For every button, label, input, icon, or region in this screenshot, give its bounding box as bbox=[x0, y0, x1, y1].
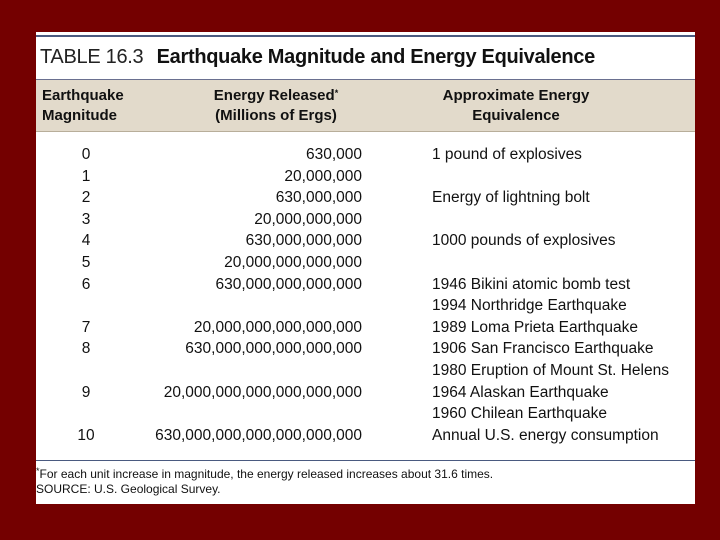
row-line bbox=[36, 317, 695, 339]
equivalence-cell: Energy of lightning bolt bbox=[432, 189, 590, 207]
energy-cell: 20,000,000,000,000,000,000 bbox=[163, 383, 362, 401]
row-line bbox=[36, 382, 695, 404]
row-line bbox=[36, 166, 695, 188]
header-line: Equivalence bbox=[472, 107, 560, 124]
magnitude-cell: 8 bbox=[81, 340, 91, 358]
equivalence-cell: 1906 San Francisco Earthquake bbox=[432, 340, 654, 358]
table-row bbox=[36, 274, 695, 317]
energy-cell: 630,000,000 bbox=[275, 189, 362, 207]
header-line: Magnitude bbox=[42, 107, 117, 124]
table-body bbox=[36, 144, 695, 446]
footnote bbox=[36, 467, 493, 482]
table-name: Earthquake Magnitude and Energy Equivalence bbox=[156, 46, 595, 68]
header-energy bbox=[206, 86, 346, 126]
source-note: SOURCE: U.S. Geological Survey. bbox=[36, 482, 221, 496]
equivalence-cell: 1960 Chilean Earthquake bbox=[432, 405, 607, 423]
energy-cell: 20,000,000,000,000,000 bbox=[193, 318, 362, 336]
magnitude-cell: 9 bbox=[81, 383, 91, 401]
equivalence-cell: 1964 Alaskan Earthquake bbox=[432, 383, 609, 401]
energy-cell: 20,000,000 bbox=[284, 167, 362, 185]
header-text: Energy Released bbox=[213, 87, 335, 104]
magnitude-cell: 2 bbox=[81, 189, 91, 207]
table-row bbox=[36, 382, 695, 425]
header-magnitude bbox=[42, 86, 124, 126]
magnitude-cell: 4 bbox=[81, 232, 91, 250]
equivalence-cell: 1994 Northridge Earthquake bbox=[432, 297, 627, 315]
row-line bbox=[36, 425, 695, 447]
table-row bbox=[36, 317, 695, 339]
table-title bbox=[40, 46, 595, 69]
row-line bbox=[36, 295, 695, 317]
magnitude-cell: 6 bbox=[81, 275, 91, 293]
table-number: TABLE 16.3 bbox=[40, 46, 144, 68]
equivalence-cell: 1989 Loma Prieta Earthquake bbox=[432, 318, 638, 336]
table-header bbox=[36, 79, 695, 132]
header-line: Approximate Energy bbox=[442, 87, 590, 104]
energy-cell: 630,000,000,000,000 bbox=[215, 275, 362, 293]
magnitude-cell: 1 bbox=[81, 167, 91, 185]
table-figure bbox=[36, 32, 695, 504]
row-line bbox=[36, 144, 695, 166]
equivalence-cell: 1000 pounds of explosives bbox=[432, 232, 616, 250]
row-line bbox=[36, 360, 695, 382]
magnitude-cell: 3 bbox=[81, 210, 91, 228]
energy-cell: 20,000,000,000,000 bbox=[224, 253, 362, 271]
row-line bbox=[36, 230, 695, 252]
row-line bbox=[36, 338, 695, 360]
energy-cell: 630,000 bbox=[305, 146, 362, 163]
energy-cell: 630,000,000,000,000,000 bbox=[185, 340, 362, 358]
table-row bbox=[36, 252, 695, 274]
bottom-rule bbox=[36, 460, 695, 461]
row-line bbox=[36, 209, 695, 231]
energy-cell: 630,000,000,000,000,000,000 bbox=[155, 426, 362, 444]
table-row bbox=[36, 166, 695, 188]
magnitude-cell: 7 bbox=[81, 318, 91, 336]
equivalence-cell: 1946 Bikini atomic bomb test bbox=[432, 275, 631, 293]
energy-cell: 630,000,000,000 bbox=[245, 232, 362, 250]
row-line bbox=[36, 252, 695, 274]
equivalence-cell: 1980 Eruption of Mount St. Helens bbox=[432, 361, 669, 379]
energy-cell: 20,000,000,000 bbox=[254, 210, 362, 228]
table-row bbox=[36, 209, 695, 231]
top-rule bbox=[36, 35, 695, 37]
table-footer bbox=[36, 467, 493, 497]
header-line: Earthquake bbox=[42, 87, 124, 104]
row-line bbox=[36, 274, 695, 296]
row-line bbox=[36, 403, 695, 425]
row-line bbox=[36, 187, 695, 209]
footnote-marker: * bbox=[334, 88, 339, 98]
equivalence-cell: Annual U.S. energy consumption bbox=[432, 426, 659, 444]
table-row bbox=[36, 425, 695, 447]
magnitude-cell: 0 bbox=[81, 146, 91, 163]
table-row bbox=[36, 187, 695, 209]
footnote-text: For each unit increase in magnitude, the energy released increases about 31.6 times. bbox=[39, 467, 494, 481]
magnitude-cell: 10 bbox=[77, 426, 95, 444]
magnitude-cell: 5 bbox=[81, 253, 91, 271]
table-row bbox=[36, 230, 695, 252]
header-equivalence bbox=[436, 86, 596, 126]
table-row bbox=[36, 144, 695, 166]
footnote-marker: * bbox=[36, 466, 40, 476]
header-line bbox=[206, 86, 346, 106]
equivalence-cell: 1 pound of explosives bbox=[432, 146, 582, 163]
header-line: (Millions of Ergs) bbox=[215, 107, 337, 124]
table-row bbox=[36, 338, 695, 381]
